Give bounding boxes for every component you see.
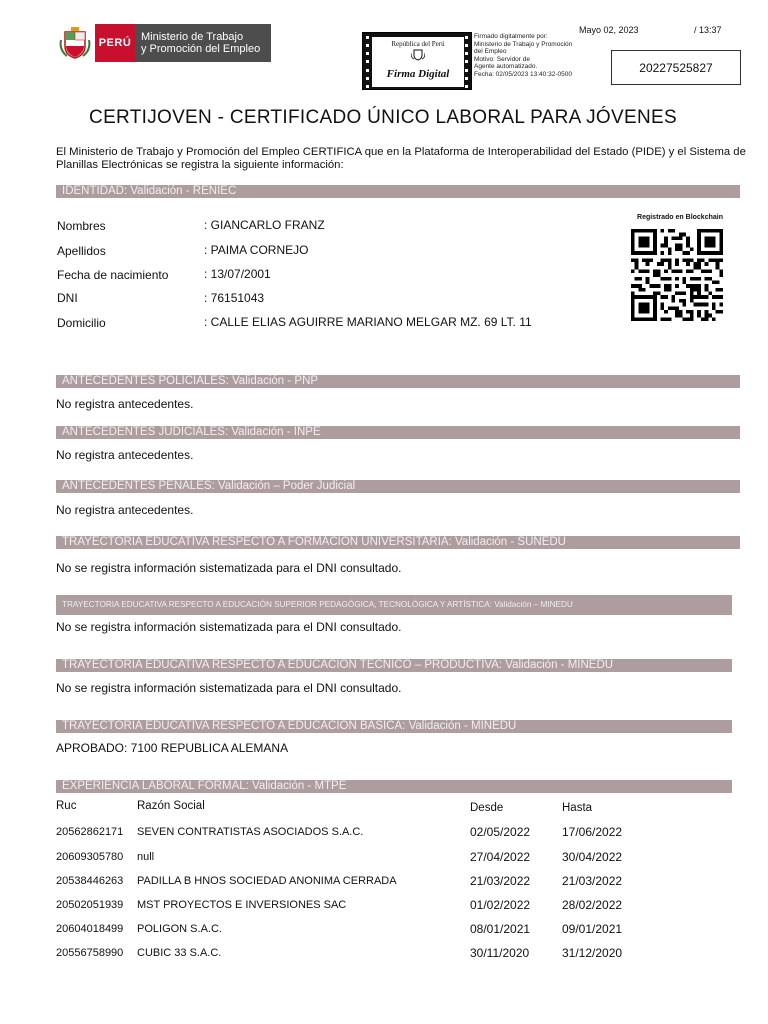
- value-fecha-nacimiento: : 13/07/2001: [204, 267, 271, 281]
- cell-desde: 02/05/2022: [470, 825, 531, 839]
- stamp-bottom-text: Firma Digital: [386, 68, 450, 80]
- cell-hasta: 09/01/2021: [562, 922, 623, 936]
- page-title: CERTIJOVEN - CERTIFICADO ÚNICO LABORAL PARA JÓVENES: [89, 107, 677, 128]
- cell-ruc: 20538446263: [56, 875, 124, 887]
- text-judiciales: No registra antecedentes.: [56, 448, 194, 462]
- blockchain-label: Registrado en Blockchain: [637, 214, 723, 221]
- digital-signature-stamp: [362, 32, 472, 90]
- label-dni: DNI: [57, 291, 78, 305]
- coat-of-arms-icon: [55, 24, 95, 62]
- text-universitaria: No se registra información sistematizada para el DNI consultado.: [56, 561, 402, 575]
- cell-ruc: 20502051939: [56, 899, 124, 911]
- label-domicilio: Domicilio: [57, 316, 106, 330]
- text-penales: No registra antecedentes.: [56, 503, 194, 517]
- section-header-policiales: ANTECEDENTES POLICIALES: Validación - PNP: [56, 375, 740, 388]
- ministry-line1: Ministerio de Trabajo: [141, 31, 244, 43]
- section-header-identidad: IDENTIDAD: Validación - RENIEC: [56, 185, 740, 198]
- stamp-top-text: República del Perú: [391, 40, 445, 48]
- cell-hasta: 30/04/2022: [562, 850, 623, 864]
- text-basica: APROBADO: 7100 REPUBLICA ALEMANA: [56, 741, 289, 755]
- ministry-name: [135, 24, 271, 62]
- cell-hasta: 28/02/2022: [562, 898, 623, 912]
- section-header-penales: ANTECEDENTES PENALES: Validación – Poder Judicial: [56, 480, 740, 493]
- emblem-icon: [411, 49, 425, 61]
- text-policiales: No registra antecedentes.: [56, 397, 194, 411]
- cell-hasta: 21/03/2022: [562, 874, 623, 888]
- signature-info: Firmado digitalmente por: Ministerio de Trabajo y Promoción del Empleo Motivo: Servidor de Agente automatizado. Fecha: 02/05/2023 13:40:32-0500: [474, 33, 573, 78]
- section-header-tecnico: TRAYECTORIA EDUCATIVA RESPECTO A EDUCACIÓN TÉCNICO – PRODUCTIVA: Validación - MINEDU: [56, 659, 732, 672]
- column-razon-social: Razón Social: [137, 800, 205, 812]
- cell-ruc: 20556758990: [56, 947, 124, 959]
- cell-desde: 01/02/2022: [470, 898, 531, 912]
- label-nombres: Nombres: [57, 219, 106, 233]
- cell-desde: 27/04/2022: [470, 850, 531, 864]
- qr-code-icon: [629, 229, 725, 321]
- cell-desde: 08/01/2021: [470, 922, 531, 936]
- ministry-logo: [55, 24, 271, 62]
- cell-razon-social: PADILLA B HNOS SOCIEDAD ANONIMA CERRADA: [137, 875, 397, 887]
- section-header-universitaria: TRAYECTORIA EDUCATIVA RESPECTO A FORMACIÓN UNIVERSITARIA: Validación - SUNEDU: [56, 536, 740, 549]
- section-header-experiencia: EXPERIENCIA LABORAL FORMAL: Validación - MTPE: [56, 780, 732, 793]
- section-header-judiciales: ANTECEDENTES JUDICIALES: Validación - INPE: [56, 426, 740, 439]
- cell-desde: 30/11/2020: [470, 946, 530, 960]
- cell-hasta: 31/12/2020: [562, 946, 623, 960]
- issue-date: Mayo 02, 2023: [579, 25, 639, 35]
- document-number: 20227525827: [611, 50, 741, 85]
- value-nombres: : GIANCARLO FRANZ: [204, 218, 325, 232]
- value-apellidos: : PAIMA CORNEJO: [204, 243, 309, 257]
- cell-desde: 21/03/2022: [470, 874, 531, 888]
- column-desde: Desde: [470, 802, 504, 814]
- column-ruc: Ruc: [56, 800, 77, 812]
- label-fecha-nacimiento: Fecha de nacimiento: [57, 268, 169, 282]
- value-dni: : 76151043: [204, 291, 265, 305]
- cell-hasta: 17/06/2022: [562, 825, 623, 839]
- text-tecnico: No se registra información sistematizada para el DNI consultado.: [56, 681, 402, 695]
- cell-razon-social: MST PROYECTOS E INVERSIONES SAC: [137, 899, 347, 911]
- cell-razon-social: SEVEN CONTRATISTAS ASOCIADOS S.A.C.: [137, 826, 364, 838]
- cell-razon-social: null: [137, 851, 155, 863]
- intro-text: El Ministerio de Trabajo y Promoción del Empleo CERTIFICA que en la Plataforma de Interoperabilidad del Estado (PIDE) y el Sistema de Planillas Electrónicas se registra la siguiente información:: [56, 146, 746, 171]
- cell-razon-social: POLIGON S.A.C.: [137, 923, 222, 935]
- cell-ruc: 20604018499: [56, 923, 124, 935]
- cell-ruc: 20562862171: [56, 826, 124, 838]
- text-superior: No se registra información sistematizada para el DNI consultado.: [56, 620, 402, 634]
- cell-ruc: 20609305780: [56, 851, 124, 863]
- label-apellidos: Apellidos: [57, 244, 106, 258]
- section-header-superior: TRAYECTORIA EDUCATIVA RESPECTO A EDUCACIÓN SUPERIOR PEDAGÓGICA, TECNOLÓGICA Y ARTÍSTICA: Validación – MINEDU: [56, 595, 732, 615]
- ministry-line2: y Promoción del Empleo: [141, 43, 261, 55]
- value-domicilio: : CALLE ELIAS AGUIRRE MARIANO MELGAR MZ. 69 LT. 11: [204, 315, 532, 329]
- column-hasta: Hasta: [562, 802, 593, 814]
- issue-time: / 13:37: [694, 25, 722, 35]
- cell-razon-social: CUBIC 33 S.A.C.: [137, 947, 222, 959]
- peru-label: PERÚ: [95, 24, 135, 62]
- section-header-basica: TRAYECTORIA EDUCATIVA RESPECTO A EDUCACIÓN BÁSICA: Validación - MINEDU: [56, 720, 732, 733]
